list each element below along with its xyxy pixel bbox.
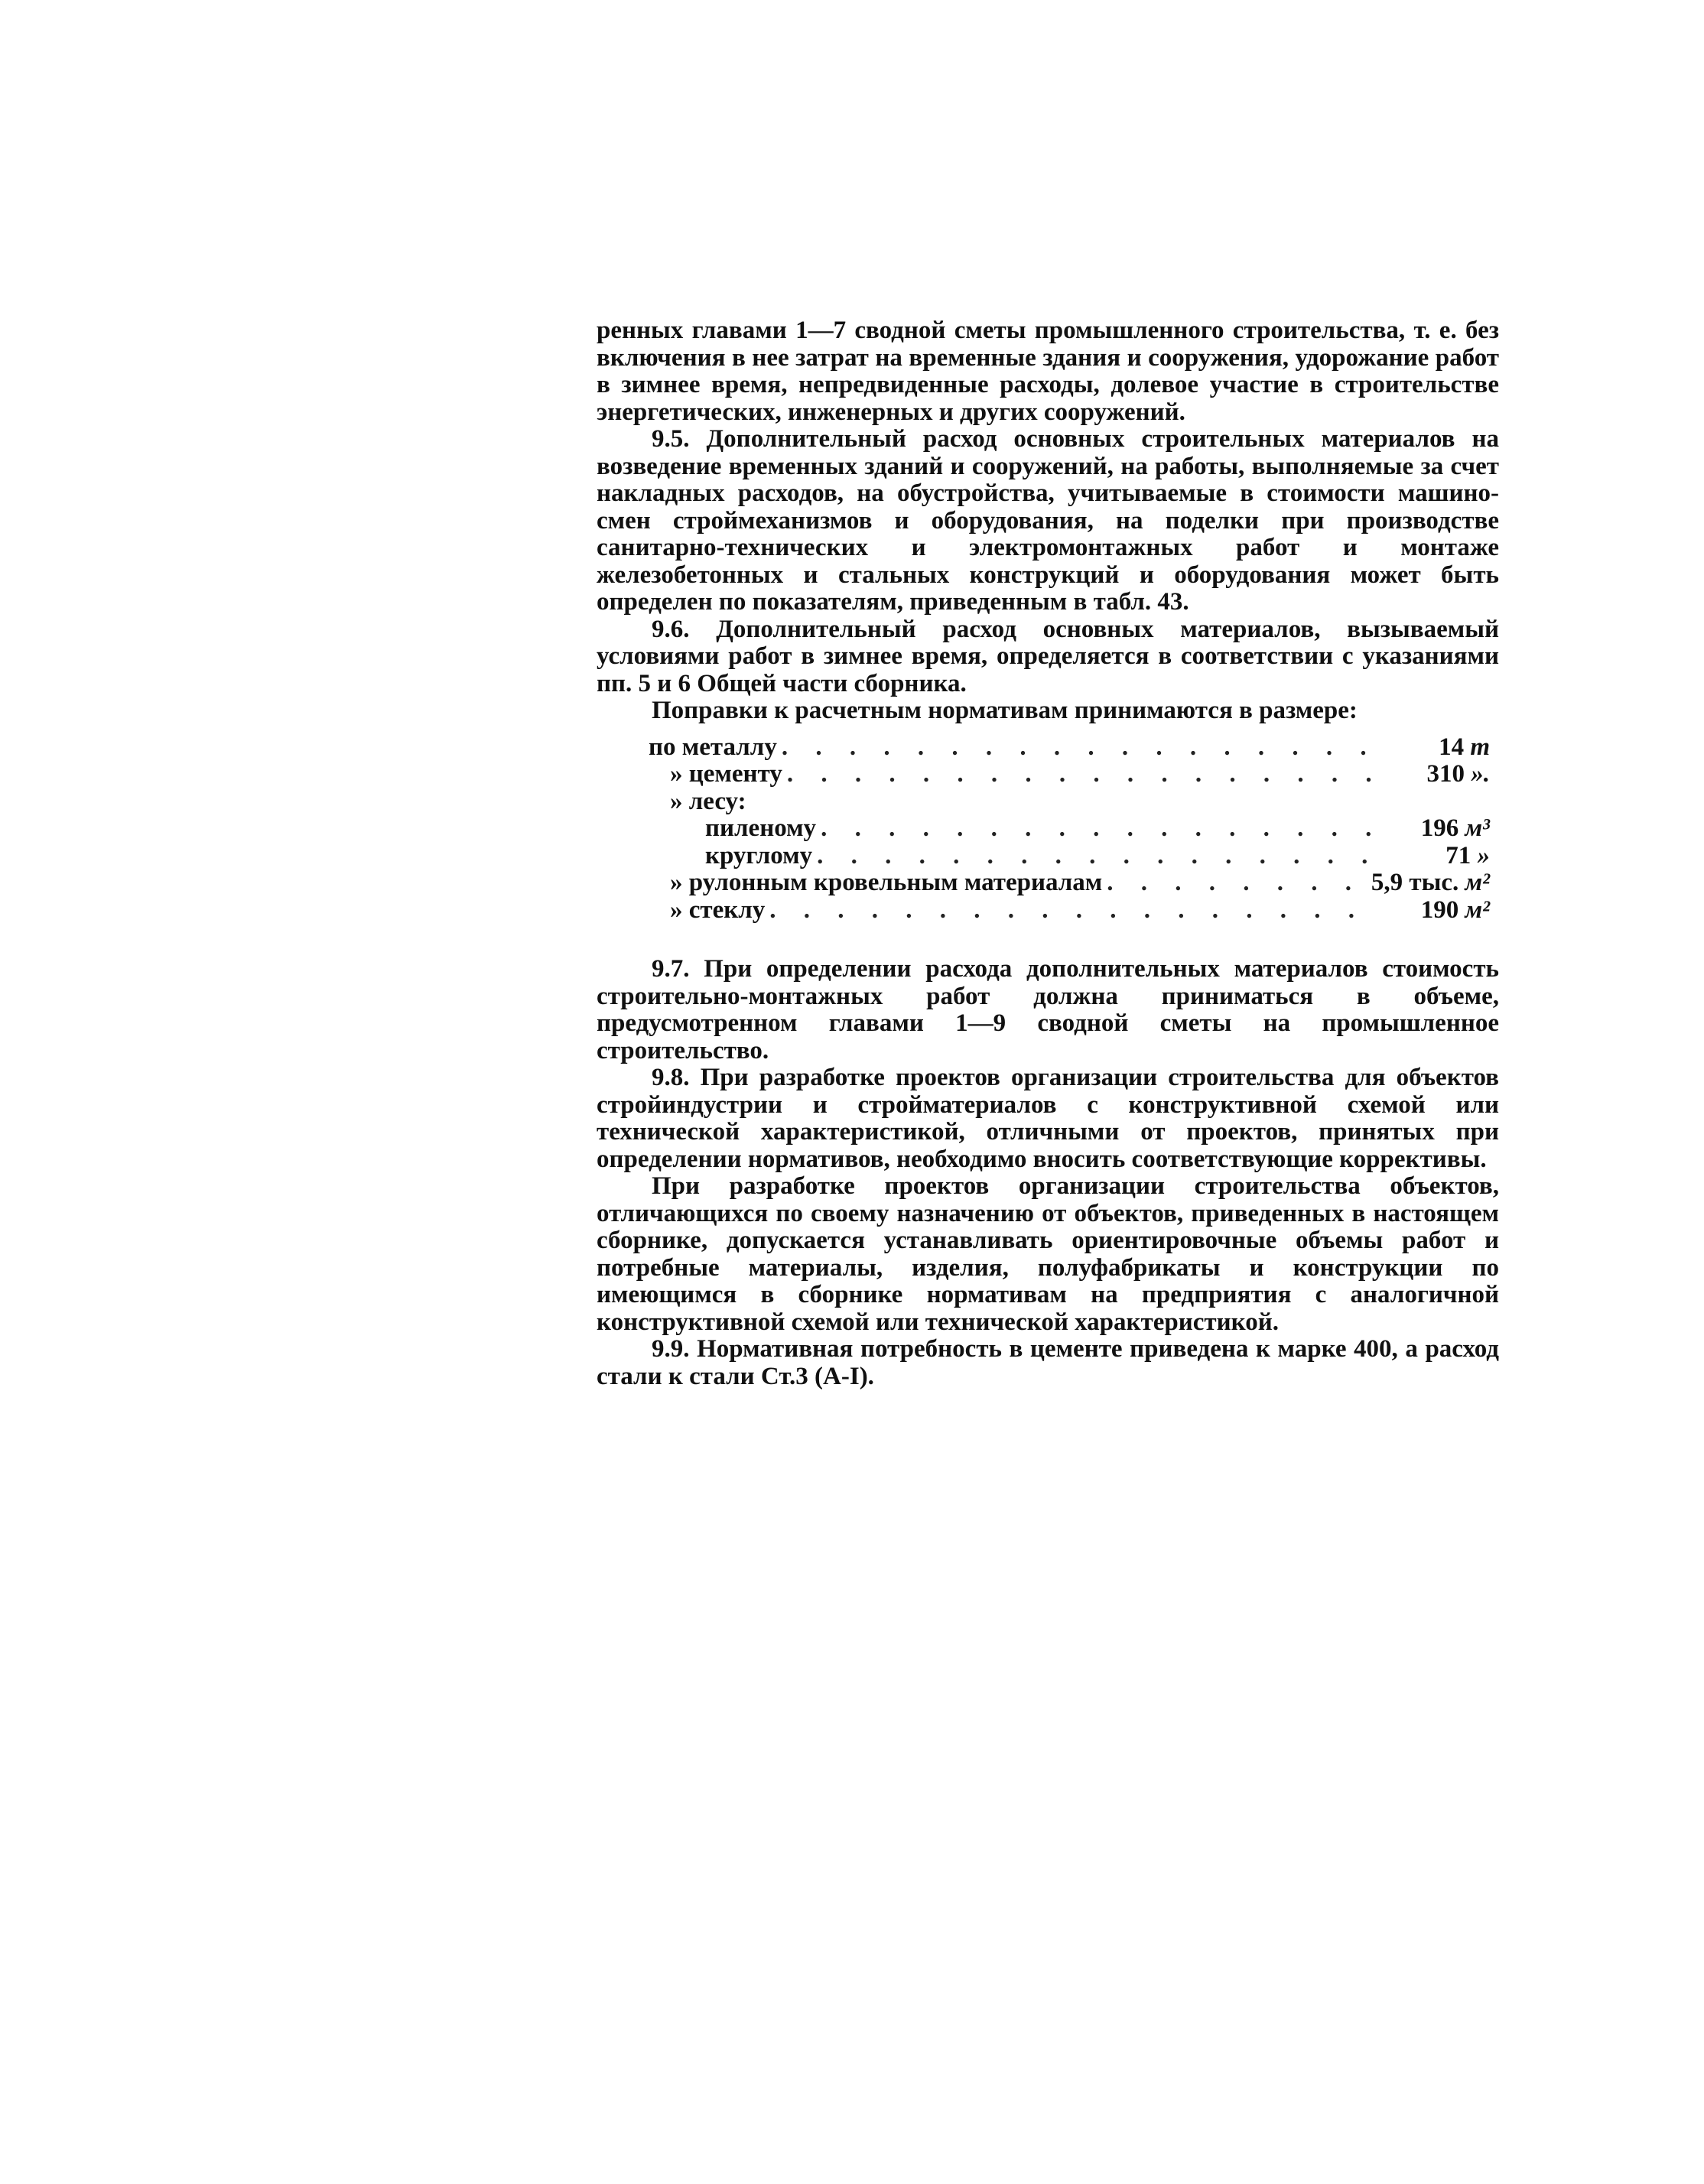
paragraph-9-8: 9.8. При разработке проектов организации строительства для объектов стройиндустрии и стройматериалов с конструктивной схемой или технической характеристикой, отличными от проектов, принятых при определении нормативов, необходимо вносить соответствующие коррективы. (597, 1064, 1499, 1173)
correction-row-metal (649, 734, 1490, 762)
correction-unit: м³ (1465, 814, 1490, 842)
paragraph-9-5: 9.5. Дополнительный расход основных строительных материалов на возведение временных зданий и сооружений, на работы, выполняемые за счет накладных расходов, на обустройства, учитываемые в стоимости машино-смен строймеханизмов и оборудования, на поделки при производстве санитарно-технических и электромонтажных работ и монтаже железобетонных и стальных конструкций и оборудования может быть определен по показателям, приведенным в табл. 43. (597, 425, 1499, 616)
correction-row-sawn (649, 815, 1490, 843)
paragraph-continuation: ренных главами 1—7 сводной сметы промышленного строительства, т. е. без включения в нее затрат на временные здания и сооружения, удорожание работ в зимнее время, непредвиденные расходы, долевое участие в строительстве энергетических, инженерных и других сооружений. (597, 317, 1499, 426)
correction-unit: м² (1465, 895, 1490, 924)
dot-leader (777, 734, 1383, 762)
correction-unit: » (1477, 841, 1490, 869)
dot-leader (782, 761, 1383, 788)
correction-unit: ». (1471, 760, 1490, 788)
correction-label: » цементу (670, 760, 782, 788)
corrections-list (649, 734, 1490, 925)
correction-value: 14 (1439, 733, 1465, 761)
correction-label: пиленому (705, 814, 817, 842)
correction-unit: м² (1465, 869, 1490, 896)
correction-label: » рулонным кровельным материалам (670, 869, 1103, 896)
paragraph-9-7: 9.7. При определении расхода дополнительных материалов стоимость строительно-монтажных работ должна приниматься в объеме, предусмотренном главами 1—9 сводной сметы на промышленное строительство. (597, 955, 1499, 1064)
correction-value: 190 (1420, 895, 1459, 924)
dot-leader (1102, 869, 1371, 897)
correction-label: » лесу: (670, 787, 746, 815)
paragraph-9-8-continued: При разработке проектов организации строительства объектов, отличающихся по своему назначению от объектов, приведенных в настоящем сборнике, допускается устанавливать ориентировочные объемы работ и потребные материалы, изделия, полуфабрикаты и конструкции по имеющимся в сборнике нормативам на предприятия с аналогичной конструктивной схемой или технической характеристикой. (597, 1172, 1499, 1336)
dot-leader (816, 815, 1383, 843)
correction-value: 5,9 тыс. (1371, 869, 1459, 896)
dot-leader (765, 897, 1383, 925)
correction-value: 71 (1445, 841, 1471, 869)
correction-row-timber (649, 788, 1490, 816)
correction-label: круглому (705, 841, 813, 869)
correction-label: » стеклу (670, 895, 766, 924)
correction-unit: т (1470, 733, 1490, 761)
correction-row-roofing (649, 869, 1490, 897)
dot-leader (812, 843, 1383, 870)
correction-value: 310 (1426, 760, 1465, 788)
paragraph-9-6: 9.6. Дополнительный расход основных материалов, вызываемый условиями работ в зимнее время, определяется в соответствии с указаниями пп. 5 и 6 Общей части сборника. (597, 615, 1499, 697)
paragraph-9-9: 9.9. Нормативная потребность в цементе приведена к марке 400, а расход стали к стали Ст.3 (А-I). (597, 1335, 1499, 1390)
corrections-intro: Поправки к расчетным нормативам принимаются в размере: (652, 697, 1358, 724)
document-text (597, 317, 1499, 1390)
correction-value: 196 (1420, 814, 1459, 842)
correction-row-glass (649, 897, 1490, 925)
correction-row-cement (649, 761, 1490, 788)
correction-row-round (649, 843, 1490, 870)
correction-label: по металлу (649, 733, 777, 761)
